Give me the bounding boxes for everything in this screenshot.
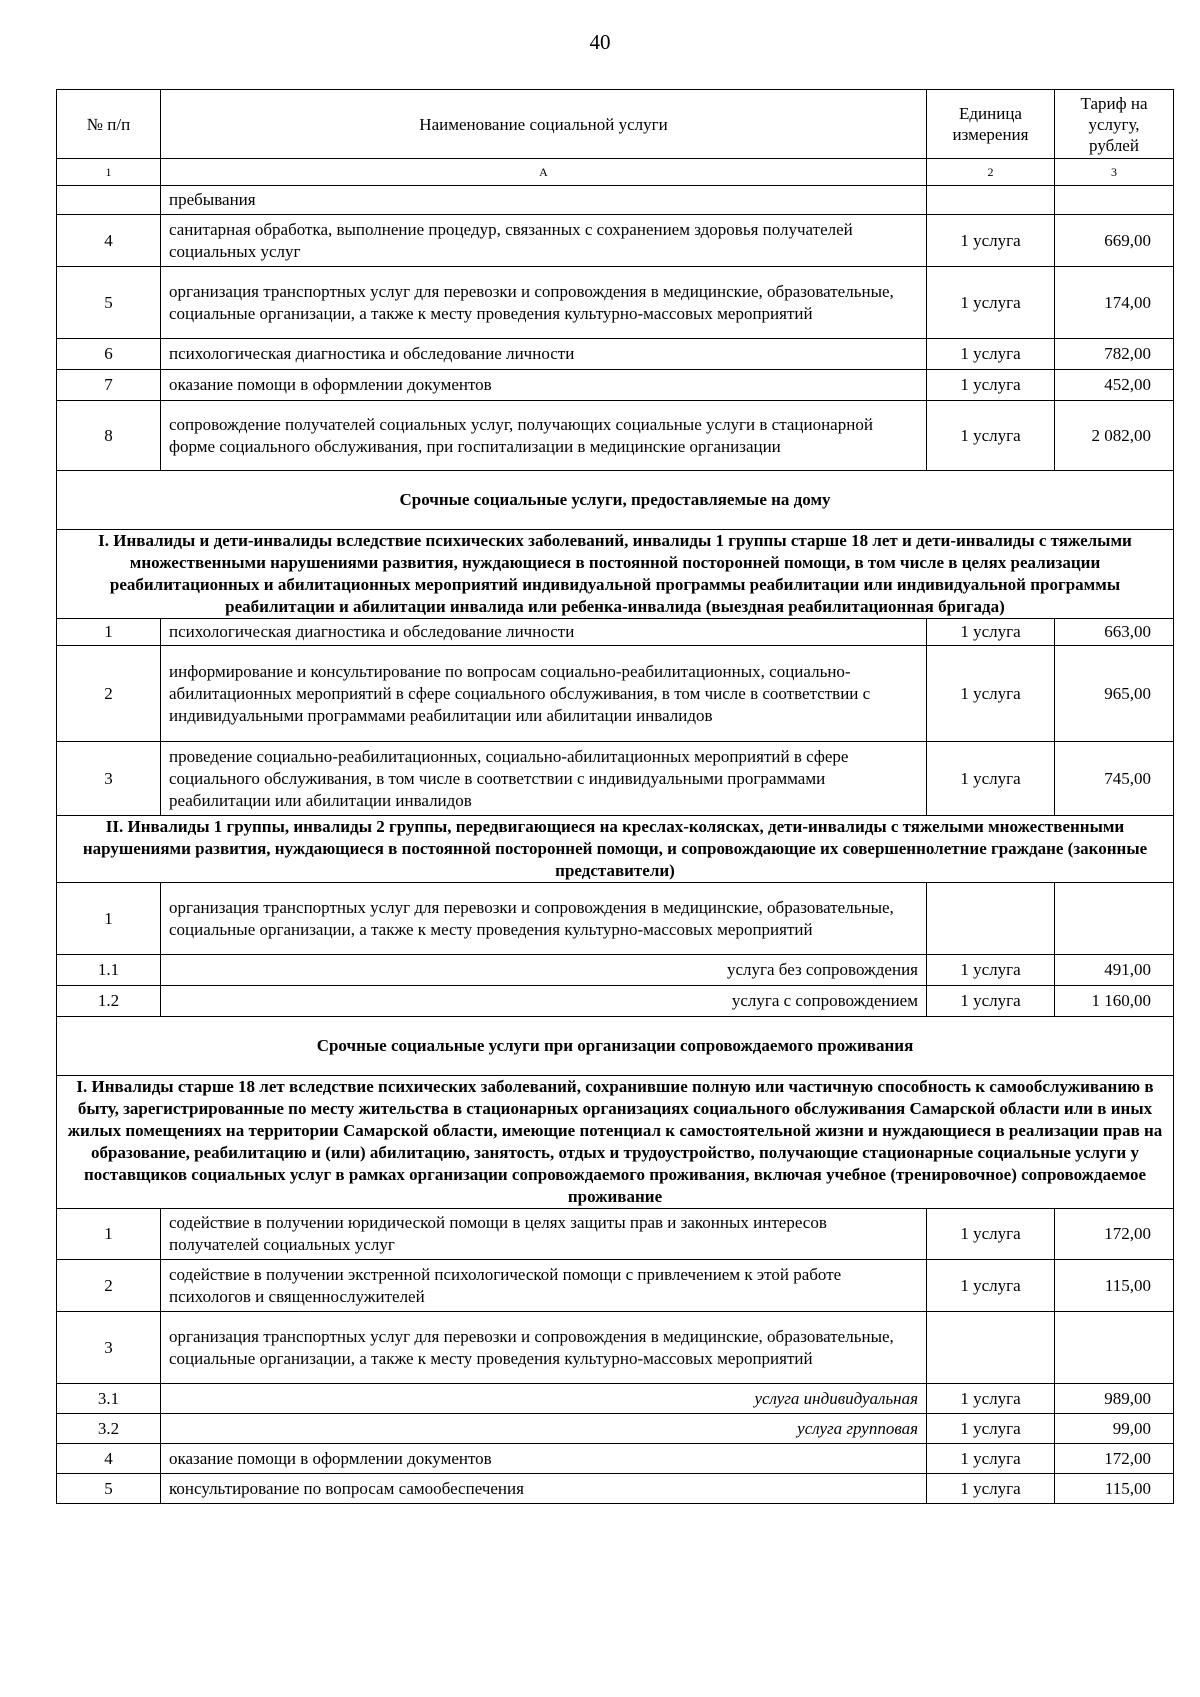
- row-number: 5: [57, 1474, 161, 1504]
- row-service-name: оказание помощи в оформлении документов: [161, 1444, 927, 1474]
- table-row: [57, 955, 1174, 986]
- table-row: [57, 1444, 1174, 1474]
- row-number: 3: [57, 1312, 161, 1384]
- table-row: [57, 1384, 1174, 1414]
- section-heading-home: Срочные социальные услуги, предоставляемые на дому: [57, 471, 1174, 530]
- table-row: [57, 619, 1174, 646]
- row-number: 1.1: [57, 955, 161, 986]
- row-price: 452,00: [1055, 370, 1174, 401]
- row-price: [1055, 883, 1174, 955]
- row-price: 174,00: [1055, 267, 1174, 339]
- group-heading-1: I. Инвалиды и дети-инвалиды вследствие психических заболеваний, инвалиды 1 группы старше 18 лет и дети-инвалиды с тяжелыми множественными нарушениями развития, нуждающиеся в постоянной посторонней помощи, в том числе в целях реализации реабилитационных и абилитационных мероприятий индивидуальной программы реабилитации или индивидуальной программы реабилитации и абилитации инвалида или ребенка-инвалида (выездная реабилитационная бригада): [57, 530, 1174, 619]
- row-unit: 1 услуга: [927, 955, 1055, 986]
- row-unit: [927, 883, 1055, 955]
- table-header-row: [57, 90, 1174, 159]
- row-number: 5: [57, 267, 161, 339]
- row-unit: 1 услуга: [927, 742, 1055, 816]
- row-price: 989,00: [1055, 1384, 1174, 1414]
- row-unit: [927, 186, 1055, 215]
- row-number: 6: [57, 339, 161, 370]
- row-number: 3.2: [57, 1414, 161, 1444]
- row-unit: 1 услуга: [927, 339, 1055, 370]
- row-price: 2 082,00: [1055, 401, 1174, 471]
- row-number: 4: [57, 1444, 161, 1474]
- row-service-name: содействие в получении юридической помощи в целях защиты прав и законных интересов получателей социальных услуг: [161, 1209, 927, 1260]
- row-service-name: психологическая диагностика и обследование личности: [161, 619, 927, 646]
- table-row: [57, 742, 1174, 816]
- row-number: [57, 186, 161, 215]
- index-number: 1: [57, 159, 161, 186]
- row-service-name: информирование и консультирование по вопросам социально-реабилитационных, социально-абилитационных мероприятий в сфере социального обслуживания, в том числе в соответствии с индивидуальными программами реабилитации или абилитации инвалидов: [161, 646, 927, 742]
- row-service-name: организация транспортных услуг для перевозки и сопровождения в медицинские, образовательные, социальные организации, а также к месту проведения культурно-массовых мероприятий: [161, 1312, 927, 1384]
- header-number: № п/п: [57, 90, 161, 159]
- index-unit: 2: [927, 159, 1055, 186]
- row-service-name: услуга без сопровождения: [161, 955, 927, 986]
- index-price: 3: [1055, 159, 1174, 186]
- row-service-name: проведение социально-реабилитационных, социально-абилитационных мероприятий в сфере социального обслуживания, в том числе в соответствии с индивидуальными программами реабилитации или абилитации инвалидов: [161, 742, 927, 816]
- column-index-row: [57, 159, 1174, 186]
- row-unit: [927, 1312, 1055, 1384]
- group-heading-3: I. Инвалиды старше 18 лет вследствие психических заболеваний, сохранившие полную или частичную способность к самообслуживанию в быту, зарегистрированные по месту жительства в стационарных организациях социального обслуживания Самарской области или в иных жилых помещениях на территории Самарской области, имеющие потенциал к самостоятельной жизни и нуждающиеся в реализации прав на образование, реабилитацию и (или) абилитацию, занятость, отдых и трудоустройство, получающие стационарные социальные услуги у поставщиков социальных услуг в рамках организации сопровождаемого проживания, включая учебное (тренировочное) сопровождаемое проживание: [57, 1076, 1174, 1209]
- row-unit: 1 услуга: [927, 1260, 1055, 1312]
- row-unit: 1 услуга: [927, 1444, 1055, 1474]
- row-number: 4: [57, 215, 161, 267]
- row-price: [1055, 186, 1174, 215]
- table-row: [57, 646, 1174, 742]
- row-service-name: организация транспортных услуг для перевозки и сопровождения в медицинские, образовательные, социальные организации, а также к месту проведения культурно-массовых мероприятий: [161, 883, 927, 955]
- row-unit: 1 услуга: [927, 267, 1055, 339]
- page-number: 40: [589, 30, 611, 54]
- row-price: 115,00: [1055, 1474, 1174, 1504]
- row-service-name: пребывания: [161, 186, 927, 215]
- row-service-name: психологическая диагностика и обследование личности: [161, 339, 927, 370]
- row-price: 115,00: [1055, 1260, 1174, 1312]
- section-heading-row: [57, 471, 1174, 530]
- row-price: 663,00: [1055, 619, 1174, 646]
- row-number: 1: [57, 619, 161, 646]
- row-unit: 1 услуга: [927, 1414, 1055, 1444]
- table-row: [57, 186, 1174, 215]
- section-heading-supported-living: Срочные социальные услуги при организации сопровождаемого проживания: [57, 1017, 1174, 1076]
- row-price: 965,00: [1055, 646, 1174, 742]
- table-row: [57, 370, 1174, 401]
- row-price: [1055, 1312, 1174, 1384]
- row-service-name: оказание помощи в оформлении документов: [161, 370, 927, 401]
- row-price: 172,00: [1055, 1444, 1174, 1474]
- header-unit: Единица измерения: [927, 90, 1055, 159]
- row-service-name: услуга с сопровождением: [161, 986, 927, 1017]
- row-price: 1 160,00: [1055, 986, 1174, 1017]
- table-row: [57, 267, 1174, 339]
- row-service-name: организация транспортных услуг для перевозки и сопровождения в медицинские, образовательные, социальные организации, а также к месту проведения культурно-массовых мероприятий: [161, 267, 927, 339]
- table-row: [57, 1474, 1174, 1504]
- section-heading-row: [57, 1017, 1174, 1076]
- row-service-name: услуга групповая: [161, 1414, 927, 1444]
- index-name: А: [161, 159, 927, 186]
- row-unit: 1 услуга: [927, 1474, 1055, 1504]
- row-number: 1: [57, 1209, 161, 1260]
- row-service-name: услуга индивидуальная: [161, 1384, 927, 1414]
- table-row: [57, 1260, 1174, 1312]
- tariff-table: [56, 89, 1174, 1504]
- group-heading-row: [57, 530, 1174, 619]
- row-price: 669,00: [1055, 215, 1174, 267]
- table-row: [57, 1312, 1174, 1384]
- table-row: [57, 1414, 1174, 1444]
- row-number: 3: [57, 742, 161, 816]
- group-heading-row: [57, 1076, 1174, 1209]
- table-row: [57, 401, 1174, 471]
- row-unit: 1 услуга: [927, 619, 1055, 646]
- row-price: 172,00: [1055, 1209, 1174, 1260]
- row-service-name: санитарная обработка, выполнение процедур, связанных с сохранением здоровья получателей социальных услуг: [161, 215, 927, 267]
- table-row: [57, 215, 1174, 267]
- row-number: 3.1: [57, 1384, 161, 1414]
- table-row: [57, 986, 1174, 1017]
- row-number: 1.2: [57, 986, 161, 1017]
- row-number: 1: [57, 883, 161, 955]
- row-unit: 1 услуга: [927, 646, 1055, 742]
- table-row: [57, 1209, 1174, 1260]
- row-unit: 1 услуга: [927, 401, 1055, 471]
- row-number: 7: [57, 370, 161, 401]
- row-price: 99,00: [1055, 1414, 1174, 1444]
- row-service-name: консультирование по вопросам самообеспечения: [161, 1474, 927, 1504]
- row-unit: 1 услуга: [927, 986, 1055, 1017]
- row-number: 2: [57, 646, 161, 742]
- row-service-name: сопровождение получателей социальных услуг, получающих социальные услуги в стационарной форме социального обслуживания, при госпитализации в медицинские организации: [161, 401, 927, 471]
- table-row: [57, 883, 1174, 955]
- row-price: 491,00: [1055, 955, 1174, 986]
- row-price: 745,00: [1055, 742, 1174, 816]
- row-unit: 1 услуга: [927, 1209, 1055, 1260]
- row-number: 2: [57, 1260, 161, 1312]
- table-row: [57, 339, 1174, 370]
- header-tariff: Тариф на услугу, рублей: [1055, 90, 1174, 159]
- row-price: 782,00: [1055, 339, 1174, 370]
- row-service-name: содействие в получении экстренной психологической помощи с привлечением к этой работе психологов и священнослужителей: [161, 1260, 927, 1312]
- header-service-name: Наименование социальной услуги: [161, 90, 927, 159]
- group-heading-2: II. Инвалиды 1 группы, инвалиды 2 группы, передвигающиеся на креслах-колясках, дети-инвалиды с тяжелыми множественными нарушениями развития, нуждающиеся в постоянной посторонней помощи, и сопровождающие их совершеннолетние граждане (законные представители): [57, 816, 1174, 883]
- row-unit: 1 услуга: [927, 1384, 1055, 1414]
- row-number: 8: [57, 401, 161, 471]
- group-heading-row: [57, 816, 1174, 883]
- row-unit: 1 услуга: [927, 370, 1055, 401]
- row-unit: 1 услуга: [927, 215, 1055, 267]
